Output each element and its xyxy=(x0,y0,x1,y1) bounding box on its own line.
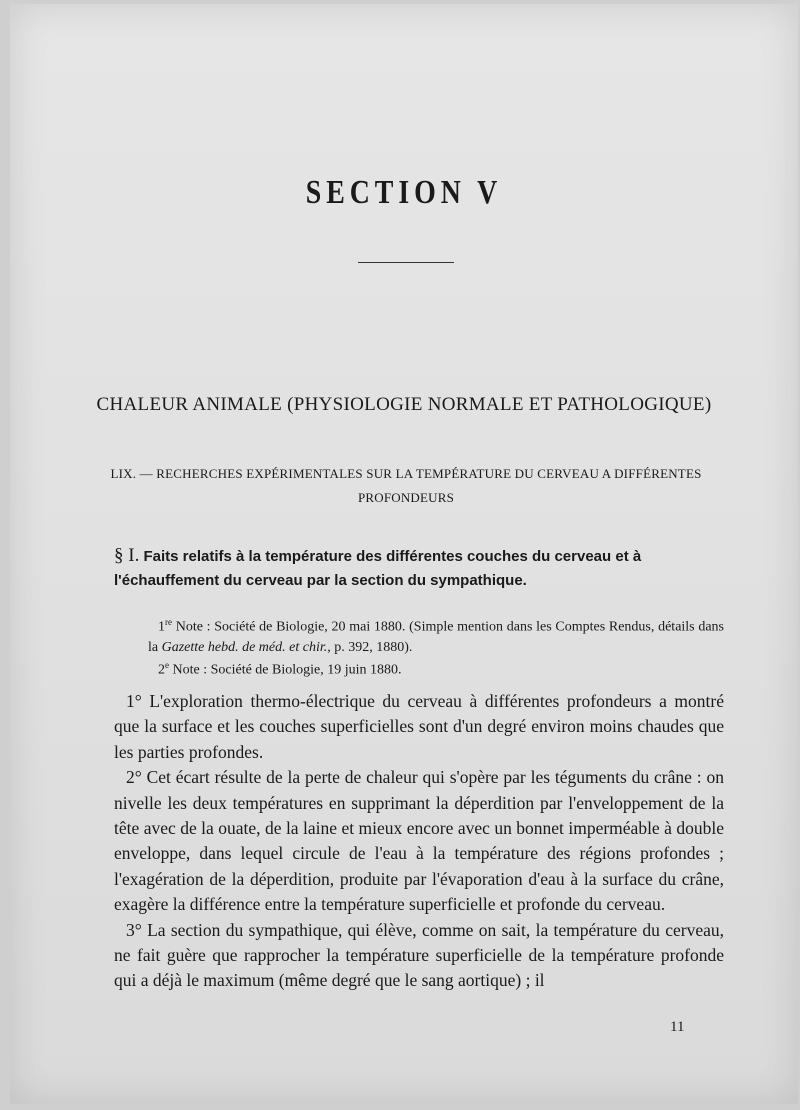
note-first xyxy=(148,612,724,658)
paragraph-heading-text: Faits relatifs à la température des différentes couches du cerveau et à l'échauffement du cerveau par la section du sympathique. xyxy=(114,548,642,589)
paragraph-symbol: § I. xyxy=(114,545,140,566)
body-text xyxy=(114,689,724,994)
note1-end: , p. 392, 1880). xyxy=(327,639,413,655)
page-number: 11 xyxy=(670,1019,685,1035)
paragraph-2: 2° Cet écart résulte de la perte de chaleur qui s'opère par les téguments du crâne : on nivelle les deux températures en supprimant la déperdition par l'enveloppement de la tête avec de la ouate, de la laine et mieux encore avec un bonnet imperméable à double enveloppe, dans lequel circule de l'eau à la température des régions profondes ; l'exagération de la déperdition, produite par l'évaporation d'eau à la surface du crâne, exagère la différence entre la température superficielle et profonde du cerveau. xyxy=(114,767,724,915)
lix-heading: LIX. — RECHERCHES EXPÉRIMENTALES SUR LA TEMPÉRATURE DU CERVEAU A DIFFÉRENTES PROFONDEURS xyxy=(110,466,702,505)
note2-num: 2 xyxy=(158,662,165,678)
note1-num: 1 xyxy=(158,619,165,635)
chapter-title: CHALEUR ANIMALE (PHYSIOLOGIE NORMALE ET PATHOLOGIQUE) xyxy=(96,394,712,415)
paragraph-heading xyxy=(114,544,724,593)
paragraph-3: 3° La section du sympathique, qui élève, comme on sait, la température du cerveau, ne fait guère que rapprocher la température superficielle de la température profonde qui a déjà le maximum (même degré que le sang aortique) ; il xyxy=(114,919,724,991)
note2-text: Note : Société de Biologie, 19 juin 1880. xyxy=(172,662,402,678)
title-rule xyxy=(358,262,454,263)
paragraph-1: 1° L'exploration thermo-électrique du cerveau à différentes profondeurs a montré que la surface et les couches superficielles sont d'un degré environ moins chaudes que les parties profondes. xyxy=(114,691,724,762)
document-page xyxy=(10,4,798,1104)
note1-text: Note : Société de Biologie, 20 mai 1880. (Simple mention dans les Comptes Rendus, détails dans la xyxy=(148,619,725,655)
note1-journal: Gazette hebd. de méd. et chir. xyxy=(161,639,328,655)
note-second xyxy=(158,655,724,681)
section-title: SECTION V xyxy=(305,174,503,211)
note1-sup: re xyxy=(165,617,172,627)
note2-sup: e xyxy=(165,660,169,670)
